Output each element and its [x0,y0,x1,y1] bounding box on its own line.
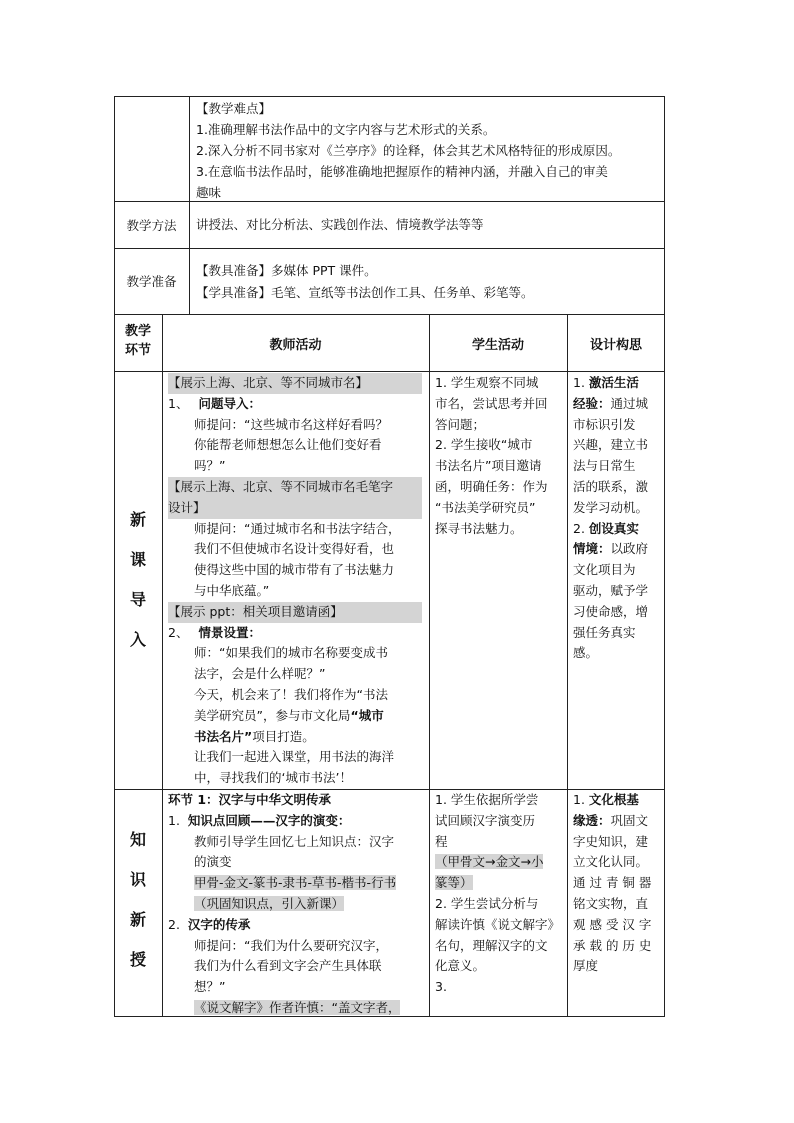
design-line: 承 载 的 历 史 [573,937,652,953]
teacher-line: 《说文解字》作者许慎：“盖文字者， [194,999,401,1015]
design-header: 设计构思 [589,338,642,353]
display-note: 【展示上海、北京、等不同城市名】 [168,373,422,394]
list-number: 1、 [168,395,193,411]
teacher-line: 我们为什么看到文字会产生具体联 [194,958,382,974]
intro-student-block [435,373,548,539]
stage-header-line: 教学 [124,324,151,339]
student-line: 1. 学生依据所学尝 [435,792,539,807]
student-header: 学生活动 [471,338,524,353]
design-line: 活的联系，激 [573,478,649,494]
knowledge-student-block [435,790,560,998]
design-line: 强任务真实 [573,624,636,640]
teacher-line: （巩固知识点，引入新课） [194,895,345,911]
design-line: 情境：以政府 [573,541,649,557]
stage-char: 新 [129,910,146,929]
methods-text: 讲授法、对比分析法、实践创作法、情境教学法等等 [196,217,484,232]
teacher-line: 师提问：“通过城市名和书法字结合， [194,520,401,536]
teacher-line: 教师引导学生回忆七上知识点：汉字 [194,833,395,849]
list-number: 2、 [168,624,193,640]
stage-char: 入 [129,630,146,649]
student-line: 篆等） [435,875,473,891]
student-line: 试回顾汉字演变历 [435,812,536,828]
design-line: 字史知识，建 [573,833,649,849]
column-divider [567,314,568,1017]
teacher-line: 你能帮老师想想怎么让他们变好看 [194,437,382,453]
design-line: 立文化认同。 [573,854,649,870]
stage-char: 课 [129,550,146,569]
student-line: 3. [435,979,447,995]
difficulty-line: 3.在意临书法作品时，能够准确地把握原作的精神内涵，并融入自己的审美 [196,164,608,179]
prep-label: 教学准备 [126,274,177,289]
teacher-line: 让我们一起进入课堂，用书法的海洋 [194,749,395,765]
teacher-line: 我们不但使城市名设计变得好看，也 [194,541,395,557]
subheading: 情景设置： [198,624,261,640]
student-line: 书法名片”项目邀请 [435,458,542,474]
design-line: 市标识引发 [573,416,636,432]
teacher-header: 教师活动 [269,338,322,353]
student-line: 市名，尝试思考并回 [435,395,548,411]
design-line: 法与日常生 [573,458,636,474]
student-line: 函，明确任务：作为 [435,478,548,494]
design-line: 1. 文化根基 [573,792,639,807]
teacher-line: 吗？” [194,458,226,474]
student-line: 名句，理解汉字的文 [435,937,548,953]
teacher-line: 使得这些中国的城市带有了书法魅力 [194,562,395,578]
row-divider [114,371,665,372]
difficulty-line: 1.准确理解书法作品中的文字内容与艺术形式的关系。 [196,122,496,137]
teacher-line: 甲骨-金文-篆书-隶书-草书-楷书-行书 [194,875,397,891]
intro-teacher-block [168,373,424,789]
design-line: 文化项目为 [573,562,636,578]
prep-line: 【教具准备】多媒体 PPT 课件。 [196,263,377,278]
difficulty-line: 趣味 [196,185,222,200]
teacher-line: 师提问：“这些城市名这样好看吗？ [194,416,388,432]
prep-block [196,260,534,304]
difficulty-heading: 【教学难点】 [196,101,272,116]
design-line: 感。 [573,645,599,661]
student-line: 2. 学生接收“城市 [435,437,533,453]
student-line: 1. 学生观察不同城 [435,375,539,390]
design-line: 驱动，赋予学 [573,582,649,598]
teacher-line: 的演变 [194,854,232,870]
design-line: 2. 创设真实 [573,520,639,536]
design-line: 铭文实物，直 [573,895,649,911]
design-line: 观 感 受 汉 字 [573,916,652,932]
prep-line: 【学具准备】毛笔、宣纸等书法创作工具、任务单、彩笔等。 [196,285,534,300]
student-line: 化意义。 [435,958,486,974]
teacher-line: 美学研究员”，参与市文化局“城市 [194,707,384,723]
methods-label: 教学方法 [126,218,177,233]
section-heading: 环节 1：汉字与中华文明传承 [168,792,332,807]
student-line: 程 [435,833,448,849]
student-line: （甲骨文→金文→小 [435,854,544,870]
teacher-line [168,394,424,415]
column-divider [189,96,190,314]
intro-design-block [573,373,648,664]
teacher-line: 法字，会是什么样呢？” [194,666,326,682]
row-divider [114,314,665,315]
knowledge-teacher-block [168,790,424,1019]
student-line: 解读许慎《说文解字》 [435,916,561,932]
display-note: 【展示上海、北京、等不同城市名毛笔字 [168,477,422,498]
design-line: 经验：通过城 [573,395,649,411]
student-line: “书法美学研究员” [435,499,536,515]
design-line: 习使命感，增 [573,603,649,619]
design-line: 兴趣，建立书 [573,437,649,453]
teacher-line: 今天，机会来了！我们将作为“书法 [194,686,388,702]
design-line: 厚度 [573,958,599,974]
design-line: 1. 激活生活 [573,375,639,390]
design-line: 发学习动机。 [573,499,649,515]
stage-char: 识 [129,870,146,889]
teacher-line: 与中华底蕴。” [194,582,270,598]
teacher-line: 1. 知识点回顾——汉字的演变： [168,812,351,828]
display-note: 设计】 [168,498,422,519]
stage-char: 导 [129,590,146,609]
teacher-line: 想？” [194,979,226,995]
design-line: 通 过 青 铜 器 [573,875,652,891]
stage-char: 知 [129,830,146,849]
teacher-line: 书法名片”项目打造。 [194,728,315,744]
column-divider [429,314,430,1017]
teacher-line: 师提问：“我们为什么要研究汉字， [194,937,388,953]
row-divider [114,248,665,249]
difficulty-block [196,98,620,203]
difficulty-line: 2.深入分析不同书家对《兰亭序》的诠释，体会其艺术风格特征的形成原因。 [196,143,621,158]
stage-char: 授 [129,950,146,969]
student-line: 探寻书法魅力。 [435,520,523,536]
student-line: 2. 学生尝试分析与 [435,895,539,911]
column-divider [162,314,163,1017]
stage-header-line: 环节 [124,343,151,358]
design-line: 缘透：巩固文 [573,812,649,828]
knowledge-design-block [573,790,651,977]
stage-header [114,322,162,360]
teacher-line [168,623,424,644]
student-line: 答问题； [435,416,486,432]
teacher-line: 师：“如果我们的城市名称要变成书 [194,645,388,661]
stage-char: 新 [129,510,146,529]
teacher-line: 中，寻找我们的‘城市书法’！ [194,770,352,786]
subheading: 问题导入： [198,395,261,411]
display-note: 【展示 ppt：相关项目邀请函】 [168,602,422,623]
teacher-line: 2. 汉字的传承 [168,916,251,932]
